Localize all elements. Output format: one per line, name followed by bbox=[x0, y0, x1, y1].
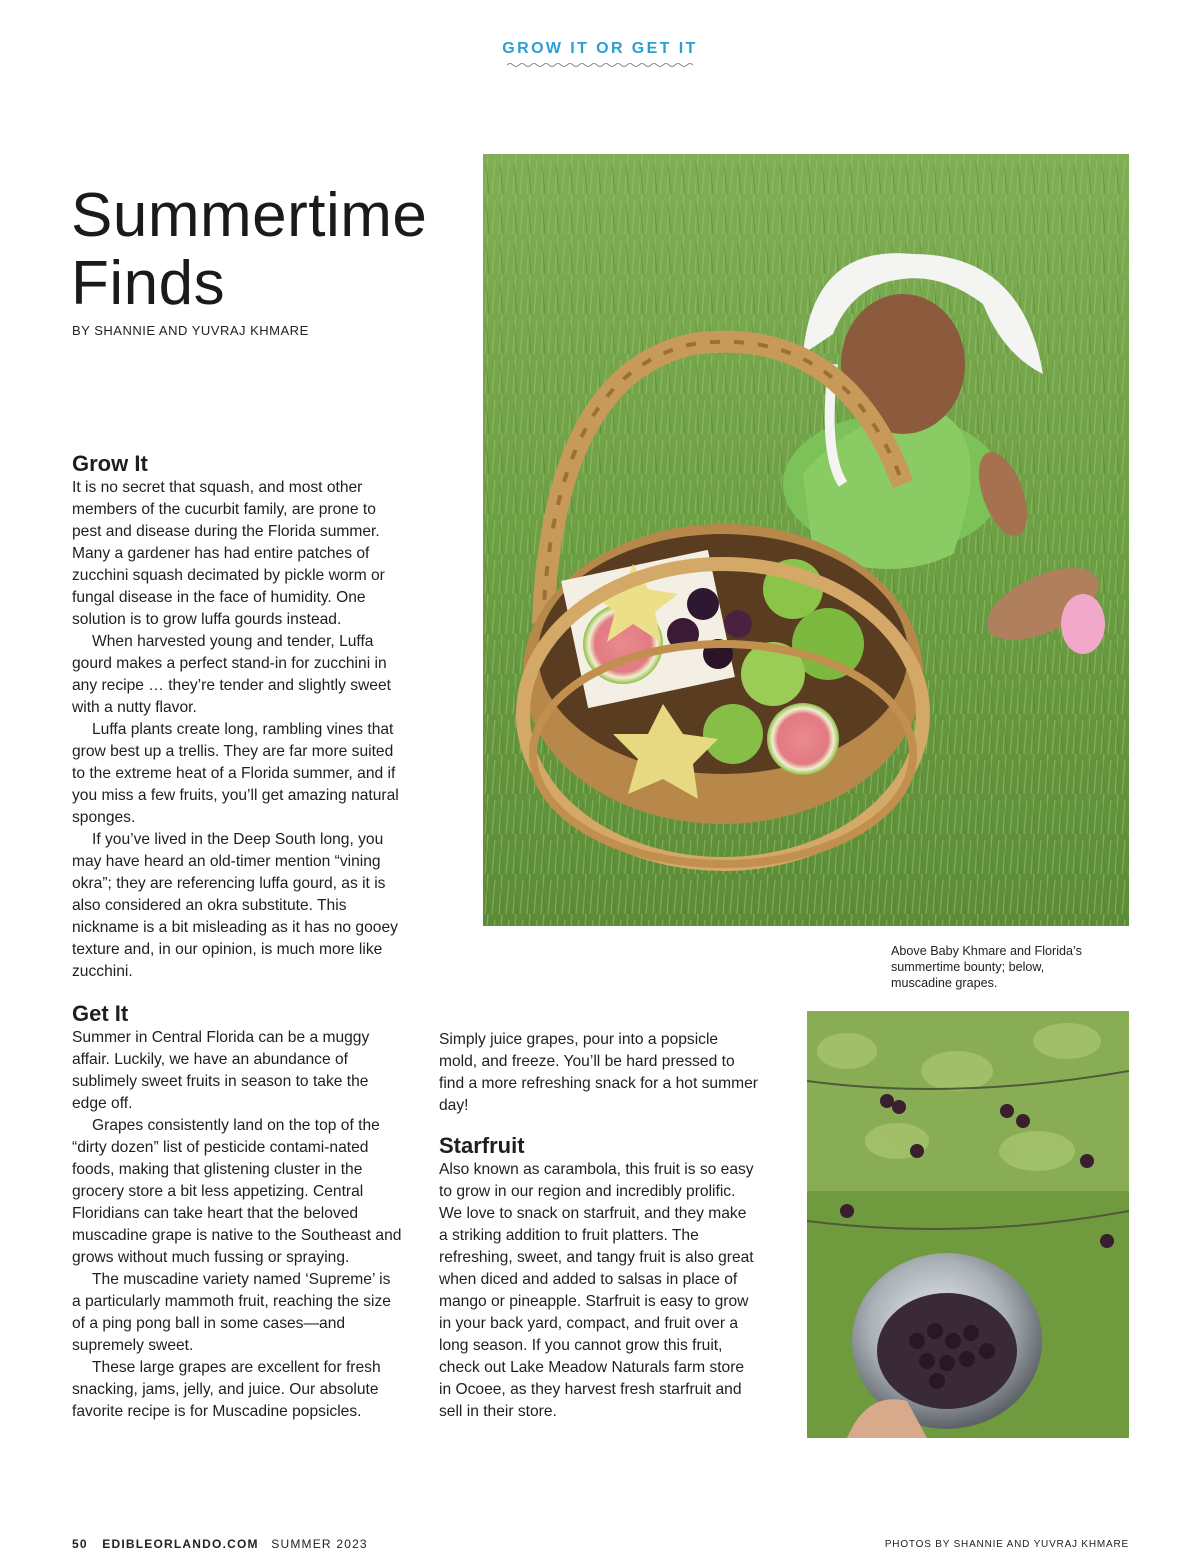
get-it-heading: Get It bbox=[72, 1001, 129, 1026]
kicker-label: GROW IT OR GET IT bbox=[502, 40, 698, 57]
section-kicker bbox=[0, 40, 1200, 68]
site-url: EDIBLEORLANDO.COM bbox=[102, 1537, 259, 1551]
second-column bbox=[439, 1029, 759, 1423]
page-number: 50 bbox=[72, 1537, 88, 1551]
grow-it-section bbox=[72, 451, 402, 983]
grow-it-heading: Grow It bbox=[72, 451, 148, 476]
get-it-paragraph: Grapes consistently land on the top of the “dirty dozen” list of pesticide contami-nated foods, making that glistening cluster in the grocery store a bit less appetizing. Central Floridians can take heart that the beloved muscadine grape is native to the Southeast and grows without much fussing or spraying. bbox=[72, 1117, 402, 1266]
wavy-underline bbox=[507, 62, 693, 68]
grow-it-paragraph: When harvested young and tender, Luffa gourd makes a perfect stand-in for zucchini in any recipe … they’re tender and slightly sweet with a nutty flavor. bbox=[72, 633, 391, 716]
title-line-1: Summertime bbox=[71, 181, 428, 250]
grow-it-paragraph: Luffa plants create long, rambling vines that grow best up a trellis. They are far more suited to the extreme heat of a Florida summer, and if you miss a few fruits, you’ll get amazing natural sponges. bbox=[72, 721, 399, 826]
byline: BY SHANNIE AND YUVRAJ KHMARE bbox=[72, 323, 309, 338]
issue-label: SUMMER 2023 bbox=[271, 1537, 368, 1551]
title-line-2: Finds bbox=[71, 249, 226, 318]
photo-credit: PHOTOS BY SHANNIE AND YUVRAJ KHMARE bbox=[884, 1539, 1129, 1550]
photo-muscadine-grapes bbox=[807, 1011, 1129, 1438]
photo-caption: Above Baby Khmare and Florida’s summertime bounty; below, muscadine grapes. bbox=[891, 944, 1082, 990]
article-title bbox=[71, 182, 427, 318]
photo-baby-with-basket bbox=[483, 154, 1129, 926]
starfruit-paragraph: Also known as carambola, this fruit is so easy to grow in our region and incredibly prolific. We love to snack on starfruit, and they make a striking addition to fruit platters. The refreshing, sweet, and tangy fruit is also great when diced and added to salsas in place of mango or pineapple. Starfruit is easy to grow in your back yard, compact, and fruit over a long season. If you cannot grow this fruit, check out Lake Meadow Naturals farm store in Ocoee, as they harvest fresh starfruit and sell in their store. bbox=[439, 1161, 754, 1420]
grow-it-paragraph: It is no secret that squash, and most other members of the cucurbit family, are prone to pest and disease during the Florida summer. Many a gardener has had entire patches of zucchini squash decimated by pickle worm or fungal disease in the face of humidity. One solution is to grow luffa gourds instead. bbox=[72, 479, 385, 628]
get-it-paragraph: Summer in Central Florida can be a muggy affair. Luckily, we have an abundance of sublimely sweet fruits in season to take the edge off. bbox=[72, 1029, 370, 1112]
get-it-paragraph: The muscadine variety named ‘Supreme’ is a particularly mammoth fruit, reaching the size of a ping pong ball in some cases—and supremely sweet. bbox=[72, 1271, 391, 1354]
get-it-paragraph: These large grapes are excellent for fresh snacking, jams, jelly, and juice. Our absolute favorite recipe is for Muscadine popsicles. bbox=[72, 1359, 381, 1420]
footer-folio bbox=[72, 1537, 368, 1551]
photo-illustration bbox=[483, 154, 1129, 926]
starfruit-heading: Starfruit bbox=[439, 1133, 525, 1158]
get-it-section bbox=[72, 1001, 402, 1423]
get-it-continued: Simply juice grapes, pour into a popsicle mold, and freeze. You’ll be hard pressed to find a more refreshing snack for a hot summer day! bbox=[439, 1031, 758, 1114]
grow-it-paragraph: If you’ve lived in the Deep South long, you may have heard an old-timer mention “vining okra”; they are referencing luffa gourd, as it is also considered an okra substitute. This nickname is a bit misleading as it has no gooey texture and, in our opinion, is much more like zucchini. bbox=[72, 831, 398, 980]
grapes-illustration bbox=[807, 1011, 1129, 1438]
